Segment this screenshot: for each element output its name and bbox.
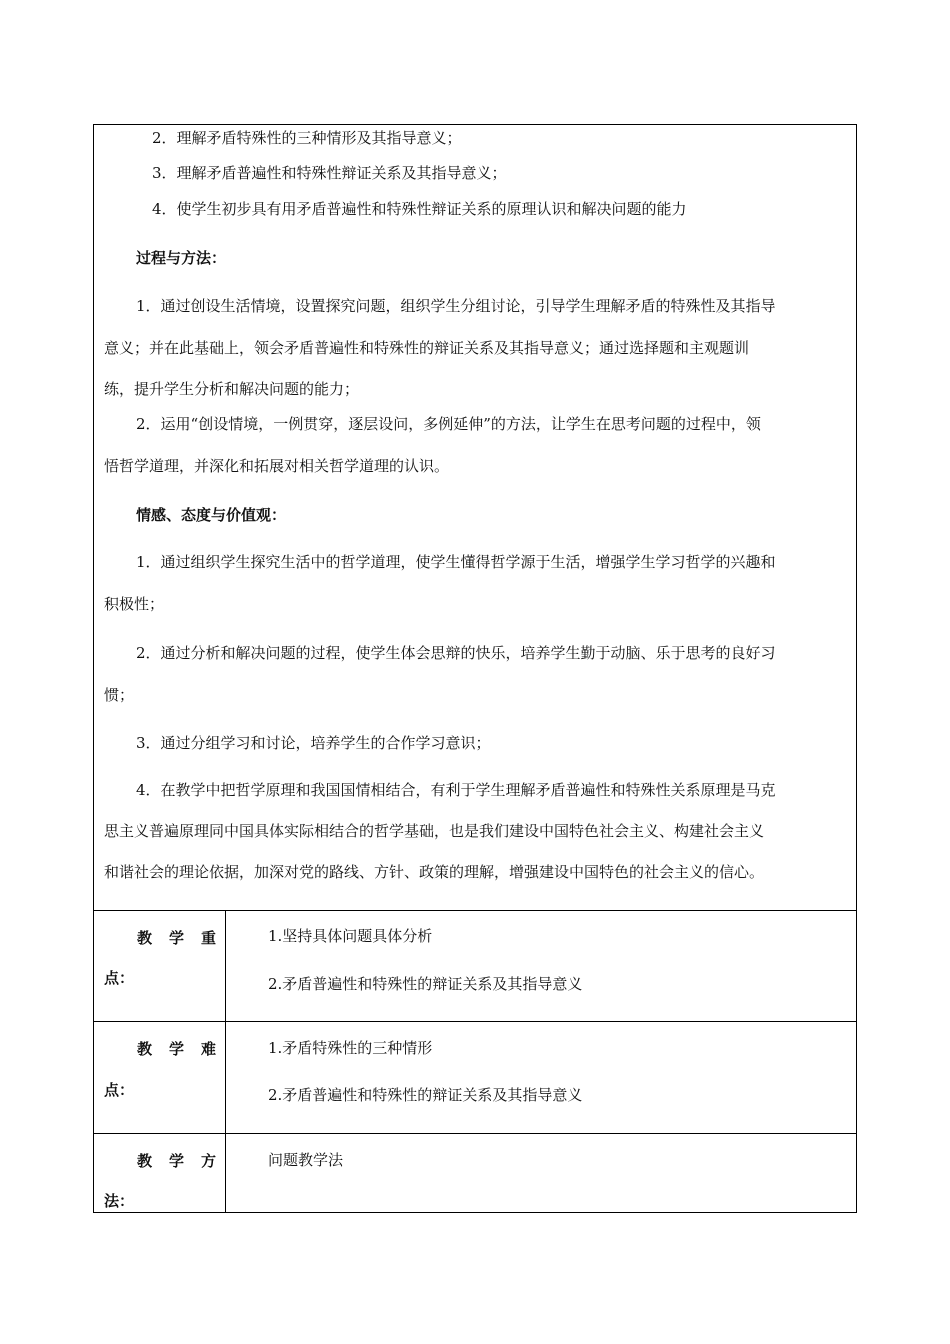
emotion-paragraph-4-line-1: 4．在教学中把哲学原理和我国国情相结合，有利于学生理解矛盾普遍性和特殊性关系原理是马克 (136, 781, 776, 799)
table-divider (93, 910, 857, 911)
process-paragraph-2-line-1: 2．运用“创设情境，一例贯穿，逐层设问，多例延伸”的方法，让学生在思考问题的过程中，领 (136, 415, 761, 433)
process-paragraph-1-line-1: 1．通过创设生活情境，设置探究问题，组织学生分组讨论，引导学生理解矛盾的特殊性及其指导 (136, 297, 776, 315)
key-point-item-1: 1.坚持具体问题具体分析 (268, 927, 433, 945)
difficult-points-label-suffix: 点： (104, 1081, 135, 1099)
table-divider (93, 1133, 857, 1134)
key-point-item-2: 2.矛盾普遍性和特殊性的辩证关系及其指导意义 (268, 975, 583, 993)
objective-item-2: 2．理解矛盾特殊性的三种情形及其指导意义； (152, 129, 462, 147)
teaching-method-item: 问题教学法 (268, 1151, 344, 1169)
emotion-paragraph-4-line-3: 和谐社会的理论依据，加深对党的路线、方针、政策的理解，增强建设中国特色的社会主义的信心。 (104, 863, 765, 881)
teaching-method-label-suffix: 法： (104, 1192, 135, 1210)
table-divider (93, 1021, 857, 1022)
process-paragraph-1-line-3: 练，提升学生分析和解决问题的能力； (104, 380, 360, 398)
key-points-label: 教学重 (137, 929, 234, 947)
emotion-paragraph-2-line-1: 2．通过分析和解决问题的过程，使学生体会思辩的快乐，培养学生勤于动脑、乐于思考的良好习 (136, 644, 776, 662)
emotion-paragraph-4-line-2: 思主义普遍原理同中国具体实际相结合的哲学基础，也是我们建设中国特色社会主义、构建社会主义 (104, 822, 765, 840)
process-paragraph-2-line-2: 悟哲学道理，并深化和拓展对相关哲学道理的认识。 (104, 457, 450, 475)
emotion-paragraph-1-line-1: 1．通过组织学生探究生活中的哲学道理，使学生懂得哲学源于生活，增强学生学习哲学的兴趣和 (136, 553, 776, 571)
emotion-paragraph-3-line-1: 3．通过分组学习和讨论，培养学生的合作学习意识； (136, 734, 491, 752)
key-points-label-suffix: 点： (104, 969, 135, 987)
process-paragraph-1-line-2: 意义；并在此基础上，领会矛盾普遍性和特殊性的辩证关系及其指导意义；通过选择题和主观题训 (104, 339, 750, 357)
emotion-paragraph-1-line-2: 积极性； (104, 595, 165, 613)
difficult-points-label: 教学难 (137, 1040, 234, 1058)
emotion-paragraph-2-line-2: 惯； (104, 686, 135, 704)
objective-item-4: 4．使学生初步具有用矛盾普遍性和特殊性辩证关系的原理认识和解决问题的能力 (152, 200, 687, 218)
emotion-attitude-values-heading: 情感、态度与价值观： (136, 506, 287, 524)
difficult-point-item-2: 2.矛盾普遍性和特殊性的辩证关系及其指导意义 (268, 1086, 583, 1104)
process-method-heading: 过程与方法： (136, 249, 227, 267)
difficult-point-item-1: 1.矛盾特殊性的三种情形 (268, 1039, 433, 1057)
teaching-method-label: 教学方 (137, 1152, 234, 1170)
objective-item-3: 3．理解矛盾普遍性和特殊性辩证关系及其指导意义； (152, 164, 507, 182)
